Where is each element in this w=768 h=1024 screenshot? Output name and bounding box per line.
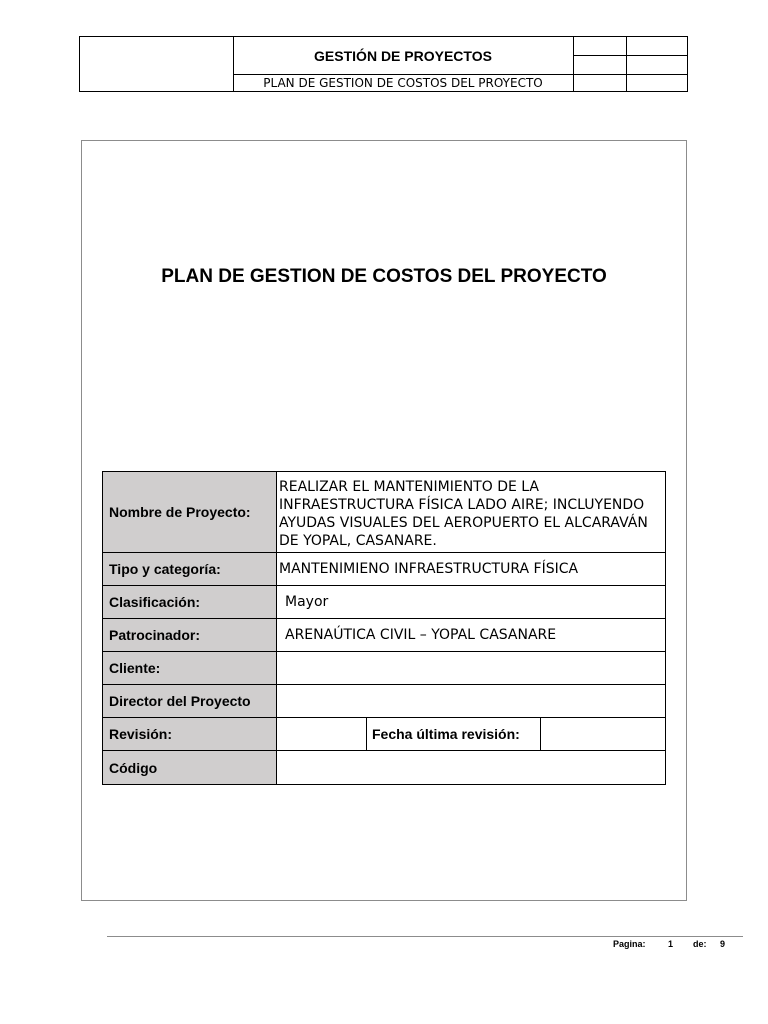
project-name-value: REALIZAR EL MANTENIMIENTO DE LA INFRAESTRUCTURA FÍSICA LADO AIRE; INCLUYENDO AYUDAS VISUALES DEL AEROPUERTO EL ALCARAVÁN DE YOPAL, CASANARE. (279, 479, 648, 549)
type-value: MANTENIMIENO INFRAESTRUCTURA FÍSICA (279, 561, 579, 577)
sponsor-value: ARENAÚTICA CIVIL – YOPAL CASANARE (285, 627, 557, 643)
page-label: Pagina: (613, 939, 646, 949)
last-revision-date-value (541, 718, 665, 750)
logo-cell (80, 37, 234, 91)
project-name-label: Nombre de Proyecto: (103, 472, 277, 552)
revision-value (277, 718, 367, 750)
project-info-table (102, 471, 666, 785)
header-divider (573, 74, 687, 75)
table-row (103, 619, 665, 652)
document-title: PLAN DE GESTION DE COSTOS DEL PROYECTO (161, 266, 607, 287)
last-revision-date-label: Fecha última revisión: (367, 718, 541, 750)
total-pages: 9 (720, 939, 726, 949)
page-number: 1 (668, 939, 674, 949)
table-row (103, 586, 665, 619)
revision-label: Revisión: (103, 718, 277, 750)
client-label: Cliente: (103, 652, 277, 684)
table-row (103, 472, 665, 553)
table-row (103, 685, 665, 718)
of-label: de: (693, 939, 707, 949)
director-value (277, 685, 665, 717)
type-label: Tipo y categoría: (103, 553, 277, 585)
document-header (79, 36, 688, 92)
classification-label: Clasificación: (103, 586, 277, 618)
footer-rule (107, 936, 743, 937)
code-value (277, 751, 665, 784)
header-divider (573, 37, 574, 91)
table-row (103, 718, 665, 751)
header-divider (573, 55, 687, 56)
table-row (103, 553, 665, 586)
table-row (103, 652, 665, 685)
code-label: Código (103, 751, 277, 784)
classification-value: Mayor (285, 594, 329, 610)
client-value (277, 652, 665, 684)
director-label: Director del Proyecto (103, 685, 277, 717)
sponsor-label: Patrocinador: (103, 619, 277, 651)
header-title: GESTIÓN DE PROYECTOS (233, 37, 573, 75)
header-divider (626, 37, 627, 91)
header-subtitle: PLAN DE GESTION DE COSTOS DEL PROYECTO (263, 75, 543, 90)
table-row (103, 751, 665, 784)
